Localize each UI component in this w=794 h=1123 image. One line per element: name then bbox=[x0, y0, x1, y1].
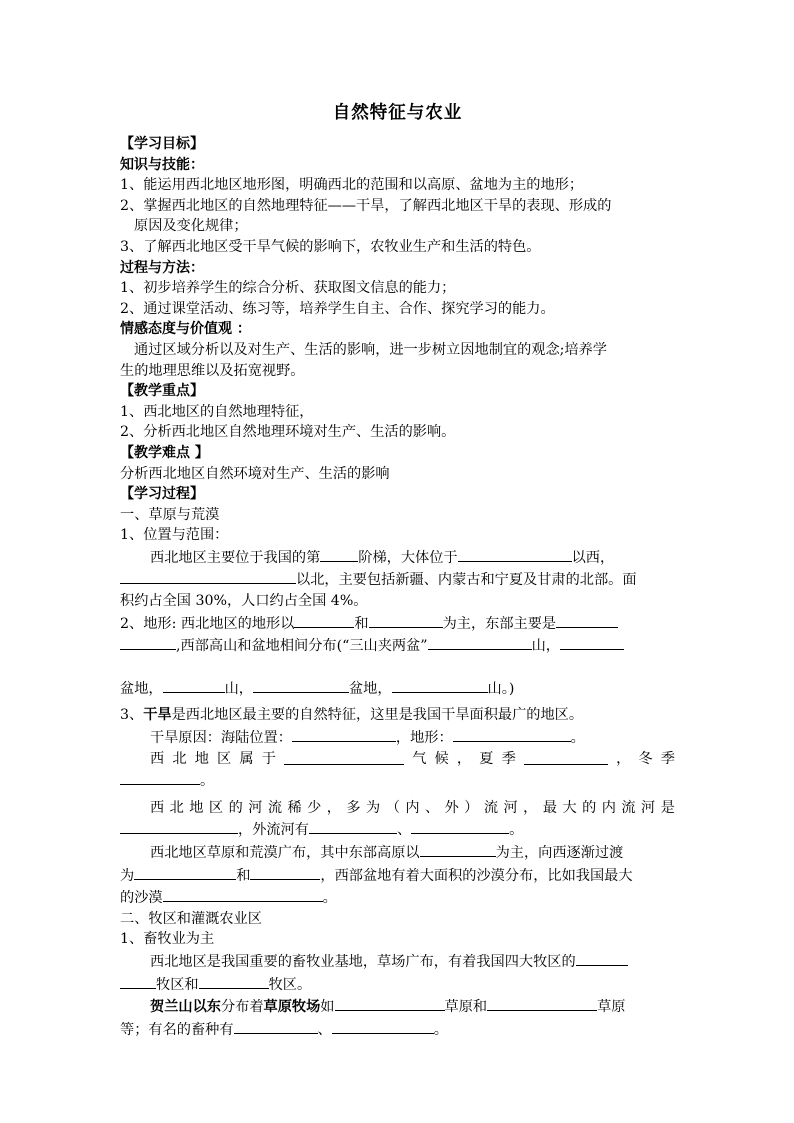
fill-blank[interactable] bbox=[120, 769, 200, 785]
document-page bbox=[120, 102, 675, 1040]
fill-blank[interactable] bbox=[576, 950, 628, 966]
river-line-1: 西 北 地 区 的 河 流 稀 少 ， 多 为 （ 内 、 外 ） 流 河 ， 最 大 的 内 流 河 是 bbox=[150, 799, 675, 816]
section-heading-key-points: 【教学重点】 bbox=[120, 383, 204, 400]
process-item-1: 1、初步培养学生的综合分析、获取图文信息的能力； bbox=[120, 280, 456, 297]
fill-blank[interactable] bbox=[392, 677, 488, 693]
process-item-2: 2、通过课堂活动、练习等，培养学生自主、合作、探究学习的能力。 bbox=[120, 300, 555, 317]
fill-blank[interactable] bbox=[284, 749, 404, 765]
fill-blank[interactable] bbox=[420, 841, 496, 857]
terrain-line-3: 盆地， 山， 盆地， 山。) bbox=[120, 677, 675, 700]
goal-item-2-cont: 原因及变化规律； bbox=[134, 218, 248, 235]
fill-blank[interactable] bbox=[250, 864, 320, 880]
fill-blank[interactable] bbox=[428, 634, 532, 650]
part-one-heading: 一、草原与荒漠 bbox=[120, 506, 220, 523]
fill-blank[interactable] bbox=[453, 726, 571, 742]
subsection-location: 1、位置与范围： bbox=[120, 527, 229, 544]
fill-blank[interactable] bbox=[309, 818, 397, 834]
fill-blank[interactable] bbox=[458, 546, 572, 562]
fill-blank[interactable] bbox=[294, 612, 354, 628]
key-point-1: 1、西北地区的自然地理特征， bbox=[120, 403, 314, 420]
terrain-line-1: 2、地形: 西北地区的地形以 和 为主，东部主要是 bbox=[120, 612, 675, 635]
subheading-knowledge: 知识与技能： bbox=[120, 156, 204, 173]
page-title: 自然特征与农业 bbox=[332, 103, 463, 123]
location-line-3: 积约占全国 30%，人口约占全国 4%。 bbox=[120, 593, 368, 610]
helan-line-2: 等；有名的畜种有 、 。 bbox=[120, 1018, 675, 1041]
terrain-line-2: ,西部高山和盆地相间分布(“三山夹两盆” 山， bbox=[120, 634, 675, 657]
fill-blank[interactable] bbox=[120, 973, 156, 989]
climate-line-cont: 。 bbox=[120, 769, 675, 792]
husbandry-line-1: 西北地区是我国重要的畜牧业基地，草场广布，有着我国四大牧区的 bbox=[120, 950, 675, 973]
emotion-text-cont: 生的地理思维以及拓宽视野。 bbox=[120, 362, 305, 379]
goal-item-1: 1、能运用西北地区地形图，明确西北的范围和以高原、盆地为主的地形； bbox=[120, 177, 584, 194]
fill-blank[interactable] bbox=[120, 634, 176, 650]
location-line-2: 以北，主要包括新疆、内蒙古和宁夏及甘肃的北部。面 bbox=[120, 568, 675, 591]
difficulty-text: 分析西北地区自然环境对生产、生活的影响 bbox=[120, 465, 390, 482]
drought-line: 3、干旱是西北地区最主要的自然特征，这里是我国干旱面积最广的地区。 bbox=[120, 707, 584, 724]
fill-blank[interactable] bbox=[560, 634, 624, 650]
fill-blank[interactable] bbox=[556, 612, 618, 628]
goal-item-3: 3、了解西北地区受干旱气候的影响下，农牧业生产和生活的特色。 bbox=[120, 238, 541, 255]
section-heading-process: 【学习过程】 bbox=[120, 486, 204, 503]
section-heading-goals: 【学习目标】 bbox=[120, 136, 204, 152]
fill-blank[interactable] bbox=[253, 677, 349, 693]
fill-blank[interactable] bbox=[335, 995, 445, 1011]
river-line-2: ，外流河有 、 。 bbox=[120, 818, 675, 841]
drought-cause-line: 干旱原因：海陆位置： ，地形： 。 bbox=[120, 726, 675, 749]
fill-blank[interactable] bbox=[234, 1018, 318, 1034]
location-line-1: 西北地区主要位于我国的第 阶梯，大体位于 以西， bbox=[120, 546, 675, 569]
fill-blank[interactable] bbox=[320, 546, 358, 562]
fill-blank[interactable] bbox=[369, 612, 443, 628]
goal-item-2: 2、掌握西北地区的自然地理特征——干旱，了解西北地区干旱的表现、形成的 bbox=[120, 197, 612, 214]
fill-blank[interactable] bbox=[199, 973, 269, 989]
husbandry-line-2: 牧区和 牧区。 bbox=[120, 973, 675, 996]
fill-blank[interactable] bbox=[134, 864, 236, 880]
fill-blank[interactable] bbox=[411, 818, 509, 834]
emotion-text: 通过区域分析以及对生产、生活的影响，进一步树立因地制宜的观念;培养学 bbox=[134, 341, 607, 358]
fill-blank[interactable] bbox=[292, 726, 396, 742]
section-heading-difficulty: 【教学难点 】 bbox=[120, 444, 209, 461]
fill-blank[interactable] bbox=[120, 568, 296, 584]
fill-blank[interactable] bbox=[120, 818, 238, 834]
fill-blank[interactable] bbox=[332, 1018, 434, 1034]
fill-blank[interactable] bbox=[163, 677, 225, 693]
fill-blank[interactable] bbox=[524, 749, 608, 765]
climate-line: 西 北 地 区 属 于 气 候 ， 夏 季 ， 冬 季 bbox=[150, 750, 675, 767]
part-two-heading: 二、牧区和灌溉农业区 bbox=[120, 910, 262, 927]
subheading-process: 过程与方法： bbox=[120, 259, 204, 276]
subsection-animal-husbandry: 1、畜牧业为主 bbox=[120, 931, 215, 948]
grassland-line-2: 为 和 ，西部盆地有着大面积的沙漠分布，比如我国最大 bbox=[120, 864, 675, 887]
fill-blank[interactable] bbox=[487, 995, 597, 1011]
key-point-2: 2、分析西北地区自然地理环境对生产、生活的影响。 bbox=[120, 424, 456, 441]
grassland-line-1: 西北地区草原和荒漠广布，其中东部高原以 为主，向西逐渐过渡 bbox=[120, 841, 675, 864]
subheading-emotion: 情感态度与价值观 ： bbox=[120, 321, 251, 338]
fill-blank[interactable] bbox=[163, 886, 323, 902]
grassland-line-3: 的沙漠 。 bbox=[120, 886, 675, 909]
helan-line-1: 贺兰山以东分布着草原牧场如 草原和 草原 bbox=[120, 995, 675, 1018]
